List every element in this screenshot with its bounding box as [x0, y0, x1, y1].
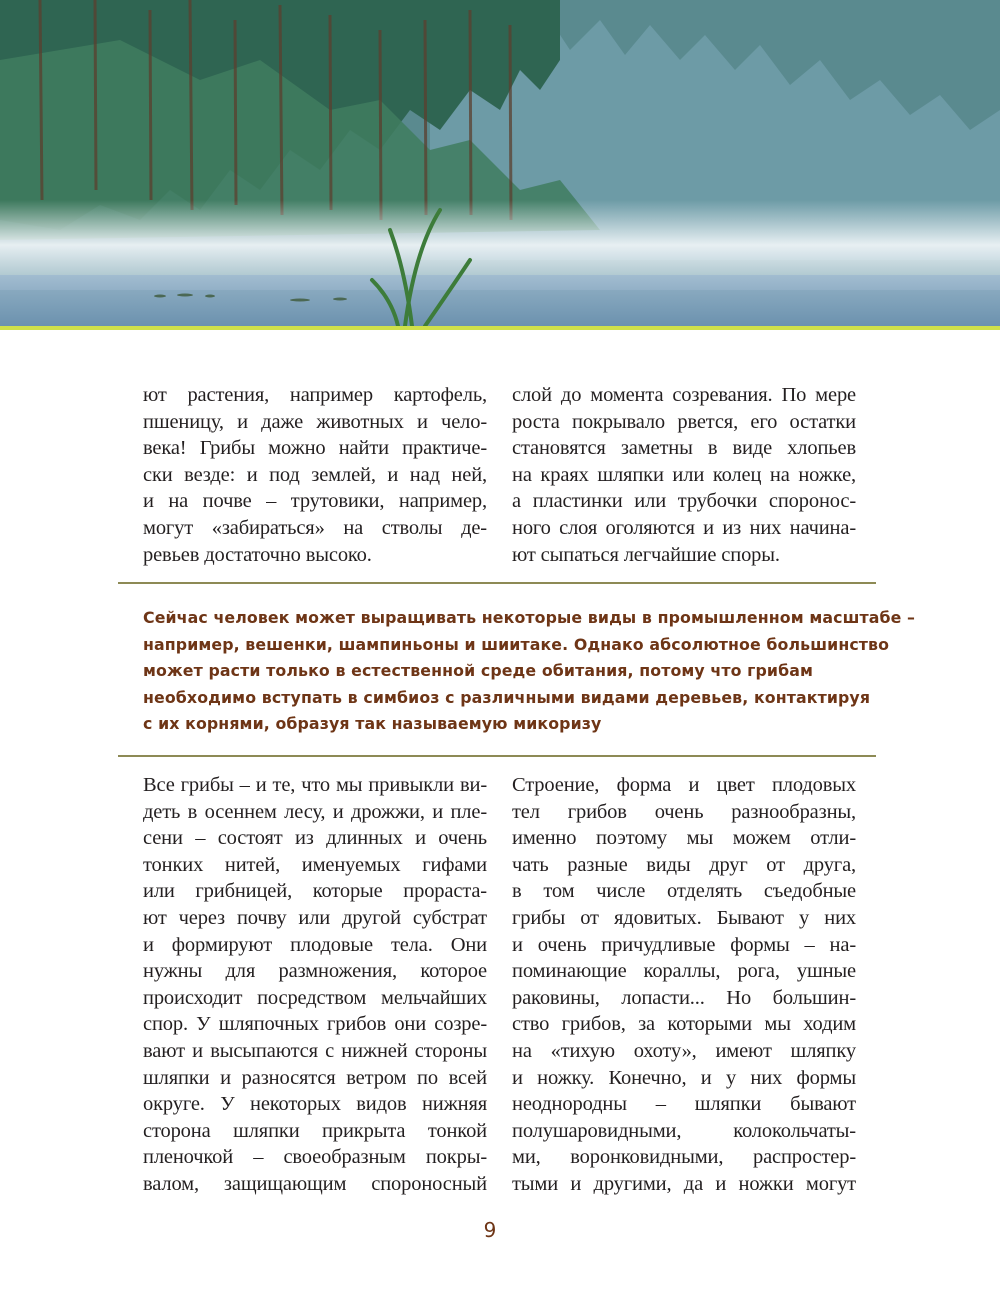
text-line: ют растения, например картофель,	[143, 384, 487, 406]
text-line: валом, защищающим спороносный	[143, 1172, 487, 1195]
header-photo	[0, 0, 1000, 326]
text-line: сторона шляпки прикрыта тонкой	[143, 1119, 487, 1142]
text-line: сени – состоят из длинных и очень	[143, 827, 487, 850]
page-number: 9	[483, 1218, 497, 1242]
text-line: ют сыпаться легчайшие споры.	[512, 543, 780, 566]
text-line: деть в осеннем лесу, и дрожжи, и пле-	[143, 800, 487, 823]
text-line: происходит посредством мельчайших	[143, 986, 487, 1009]
text-line: ют через почву или другой субстрат	[143, 906, 487, 929]
text-line: пшеницу, и даже животных и чело-	[143, 410, 487, 433]
text-line: и ножку. Конечно, и у них формы	[512, 1066, 856, 1089]
callout-line: Сейчас человек может выращивать некоторые виды в промышленном масштабе –	[143, 608, 916, 627]
top-left-column	[143, 382, 487, 568]
text-line: шляпки и разносятся ветром по всей	[143, 1066, 487, 1089]
text-line: становятся заметны в виде хлопьев	[512, 437, 856, 460]
text-line: века! Грибы можно найти практиче-	[143, 437, 487, 460]
text-line: и на почве – трутовики, например,	[143, 490, 487, 513]
text-line: округе. У некоторых видов нижняя	[143, 1093, 487, 1116]
text-line: могут «забираться» на стволы де-	[143, 516, 487, 539]
accent-band	[0, 326, 1000, 330]
callout-line: может расти только в естественной среде обитания, потому что грибам	[143, 661, 813, 680]
text-line: тыми и другими, да и ножки могут	[512, 1172, 856, 1195]
text-line: и очень причудливые формы – на-	[512, 933, 856, 956]
text-line: чать разные виды друг от друга,	[512, 853, 856, 876]
text-line: роста покрывало рвется, его остатки	[512, 410, 856, 433]
text-line: слой до момента созревания. По мере	[512, 384, 856, 406]
divider-rule-top	[118, 582, 876, 584]
highlight-callout	[143, 605, 916, 738]
divider-rule-bottom	[118, 755, 876, 757]
text-line: или грибницей, которые прораста-	[143, 880, 487, 903]
text-line: спор. У шляпочных грибов они созре-	[143, 1013, 487, 1036]
text-line: полушаровидными, колокольчаты-	[512, 1119, 856, 1142]
text-line: а пластинки или трубочки споронос-	[512, 490, 856, 513]
text-line: на краях шляпки или колец на ножке,	[512, 463, 856, 486]
forest-lake-illustration	[0, 0, 1000, 326]
callout-line: например, вешенки, шампиньоны и шиитаке. Однако абсолютное большинство	[143, 634, 890, 654]
text-line: ного слоя оголяются и из них начина-	[512, 516, 856, 539]
text-line: грибы от ядовитых. Бывают у них	[512, 906, 856, 929]
text-line: в том числе отделять съедобные	[512, 880, 856, 903]
text-line: и формируют плодовые тела. Они	[143, 933, 487, 956]
bottom-right-column	[512, 772, 856, 1198]
text-line: ревьев достаточно высоко.	[143, 543, 372, 566]
text-line: ми, воронковидными, распростер-	[512, 1146, 856, 1169]
text-line: неоднородны – шляпки бывают	[512, 1093, 856, 1116]
text-line: тонких нитей, именуемых гифами	[143, 853, 487, 876]
text-line: нужны для размножения, которое	[143, 960, 487, 983]
text-line: Строение, форма и цвет плодовых	[512, 774, 856, 796]
callout-line: с их корнями, образуя так называемую микоризу	[143, 714, 602, 733]
text-line: на «тихую охоту», имеют шляпку	[512, 1039, 856, 1062]
text-line: именно поэтому мы можем отли-	[512, 827, 856, 850]
bottom-left-column	[143, 772, 487, 1198]
text-line: ство грибов, за которыми мы ходим	[512, 1013, 856, 1036]
text-line: Все грибы – и те, что мы привыкли ви-	[143, 774, 487, 796]
text-line: пленочкой – своеобразным покры-	[143, 1146, 487, 1169]
text-line: раковины, лопасти... Но большин-	[512, 986, 856, 1009]
callout-line: необходимо вступать в симбиоз с различными видами деревьев, контактируя	[143, 687, 871, 707]
text-line: ски везде: и под землей, и над ней,	[143, 463, 487, 486]
text-line: тел грибов очень разнообразны,	[512, 800, 856, 823]
top-right-column	[512, 382, 856, 568]
text-line: поминающие кораллы, рога, ушные	[512, 960, 856, 983]
text-line: вают и высыпаются с нижней стороны	[143, 1039, 487, 1062]
